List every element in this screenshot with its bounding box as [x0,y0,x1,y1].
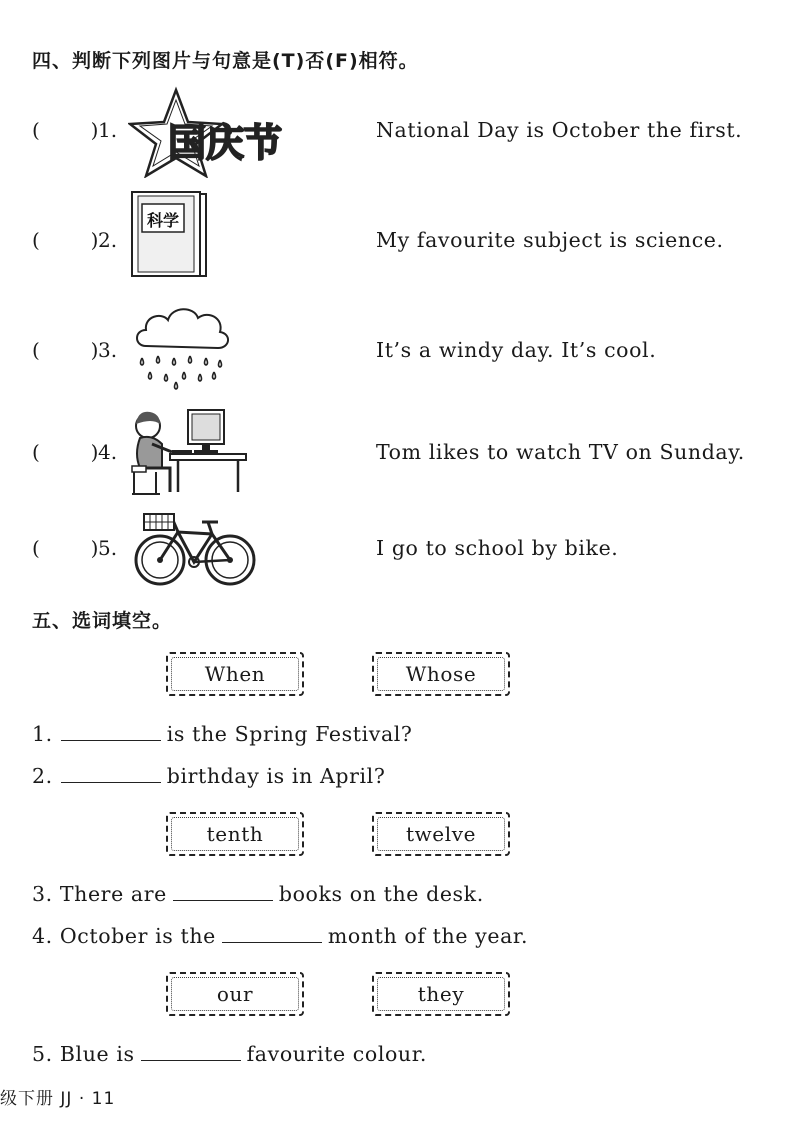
answer-blank[interactable] [61,764,161,783]
item-number: 3. [98,338,118,362]
answer-parentheses[interactable]: ( ) [32,440,99,464]
item-sentence: My favourite subject is science. [376,228,724,252]
item-sentence: It’s a windy day. It’s cool. [376,338,657,362]
item-sentence: I go to school by bike. [376,536,619,560]
item-1 [0,86,794,186]
answer-parentheses[interactable]: ( ) [32,118,99,142]
rain-cloud-icon [132,302,232,392]
word-box-when [166,652,304,696]
question-number: 2. [32,764,53,788]
item-sentence: National Day is October the first. [376,118,743,142]
science-book-label: 科学 [147,211,180,230]
question-text: birthday is in April? [166,764,386,788]
question-text: 3. There are [32,882,167,906]
answer-parentheses[interactable]: ( ) [32,228,99,252]
national-day-star-icon [128,86,328,178]
question-text: 5. Blue is [32,1042,135,1066]
item-4 [0,402,794,502]
item-number: 4. [98,440,118,464]
bicycle-icon [132,508,258,590]
item-3 [0,296,794,396]
word-option: When [204,662,266,686]
item-2 [0,190,794,290]
word-option: tenth [206,822,264,846]
item-5 [0,504,794,604]
word-option: our [216,982,254,1006]
item-number: 1. [98,118,118,142]
answer-blank[interactable] [173,882,273,901]
question-number: 1. [32,722,53,746]
question-2 [32,764,385,788]
word-box-tenth [166,812,304,856]
question-text: 4. October is the [32,924,216,948]
page-footer: 级下册 JJ · 11 [0,1089,116,1109]
word-box-our [166,972,304,1016]
word-option: they [417,982,465,1006]
word-option: twelve [405,822,477,846]
section5-heading: 五、选词填空。 [32,610,173,632]
national-day-logo-text: 国庆节 [168,121,283,165]
answer-blank[interactable] [141,1042,241,1061]
item-sentence: Tom likes to watch TV on Sunday. [376,440,745,464]
question-text: favourite colour. [246,1042,427,1066]
science-book-icon [130,190,214,282]
question-3 [32,882,484,906]
word-box-twelve [372,812,510,856]
boy-at-computer-icon [130,404,250,496]
answer-parentheses[interactable]: ( ) [32,536,99,560]
question-5 [32,1042,427,1066]
answer-parentheses[interactable]: ( ) [32,338,99,362]
question-1 [32,722,413,746]
word-box-whose [372,652,510,696]
question-text: is the Spring Festival? [166,722,413,746]
question-4 [32,924,528,948]
question-text: books on the desk. [278,882,484,906]
answer-blank[interactable] [61,722,161,741]
question-text: month of the year. [327,924,529,948]
item-number: 5. [98,536,118,560]
section4-heading: 四、判断下列图片与句意是(T)否(F)相符。 [32,50,419,72]
item-number: 2. [98,228,118,252]
answer-blank[interactable] [222,924,322,943]
word-box-they [372,972,510,1016]
word-option: Whose [405,662,477,686]
